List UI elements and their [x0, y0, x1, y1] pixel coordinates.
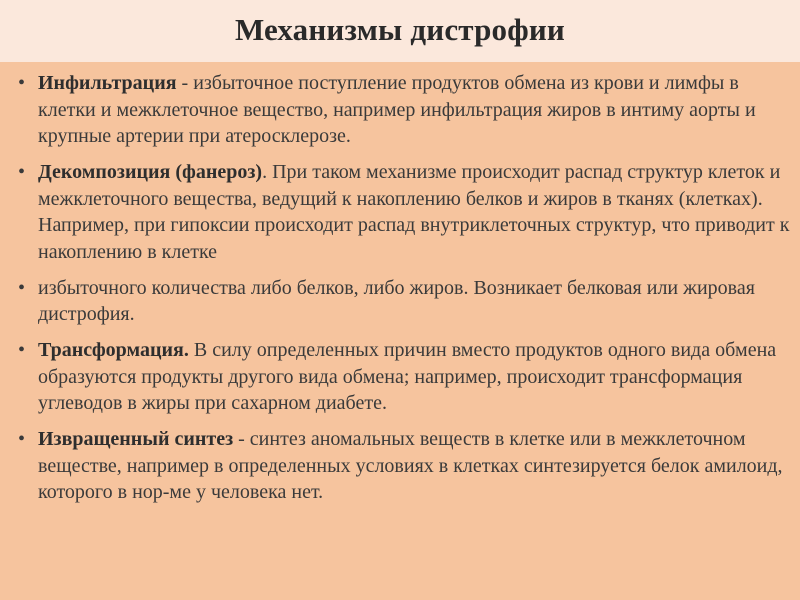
- bullet-item-decomposition: [16, 159, 796, 265]
- bullet-icon: •: [18, 276, 26, 299]
- bullet-item-perverted-synthesis: [16, 426, 796, 506]
- bullet-item-excess: [16, 275, 796, 328]
- bullet-text: - избыточное поступление продуктов обмена из крови и лимфы в клетки и межклеточное вещество, например инфильтрация жиров в интиму аорты и крупные артерии при атеросклерозе.: [38, 72, 756, 147]
- bullet-term: Инфильтрация: [38, 72, 177, 94]
- bullet-icon: •: [18, 428, 26, 450]
- bullet-term: Декомпозиция (фанероз): [38, 161, 263, 183]
- bullet-icon: •: [18, 72, 26, 94]
- bullet-term: Извращенный синтез: [38, 428, 234, 450]
- bullet-item-infiltration: [16, 70, 796, 150]
- bullet-icon: •: [18, 339, 26, 361]
- bullet-text: - синтез аномальных веществ в клетке или в межклеточном веществе, например в определенных условиях в клетках синтезируется белок амилоид, которого в нор-ме у человека нет.: [38, 428, 783, 503]
- bullet-text: . При таком механизме происходит распад структур клеток и межклеточного вещества, ведущий к накоплению белков и жиров в тканях (клетках). Например, при гипоксии происходит распад внутриклеточных структур, что приводит к накоплению в клетке: [38, 161, 790, 263]
- bullet-list: [16, 70, 796, 515]
- bullet-text: избыточного количества либо белков, либо жиров. Возникает белковая или жировая дистрофия.: [38, 276, 755, 325]
- slide-title: Механизмы дистрофии: [234, 12, 565, 47]
- bullet-icon: •: [18, 161, 26, 183]
- bullet-term: Трансформация.: [38, 339, 189, 361]
- bullet-item-transformation: [16, 337, 796, 417]
- bullet-text: В силу определенных причин вместо продуктов одного вида обмена образуются продукты другого вида обмена; например, происходит трансформация углеводов в жиры при сахарном диабете.: [38, 339, 777, 414]
